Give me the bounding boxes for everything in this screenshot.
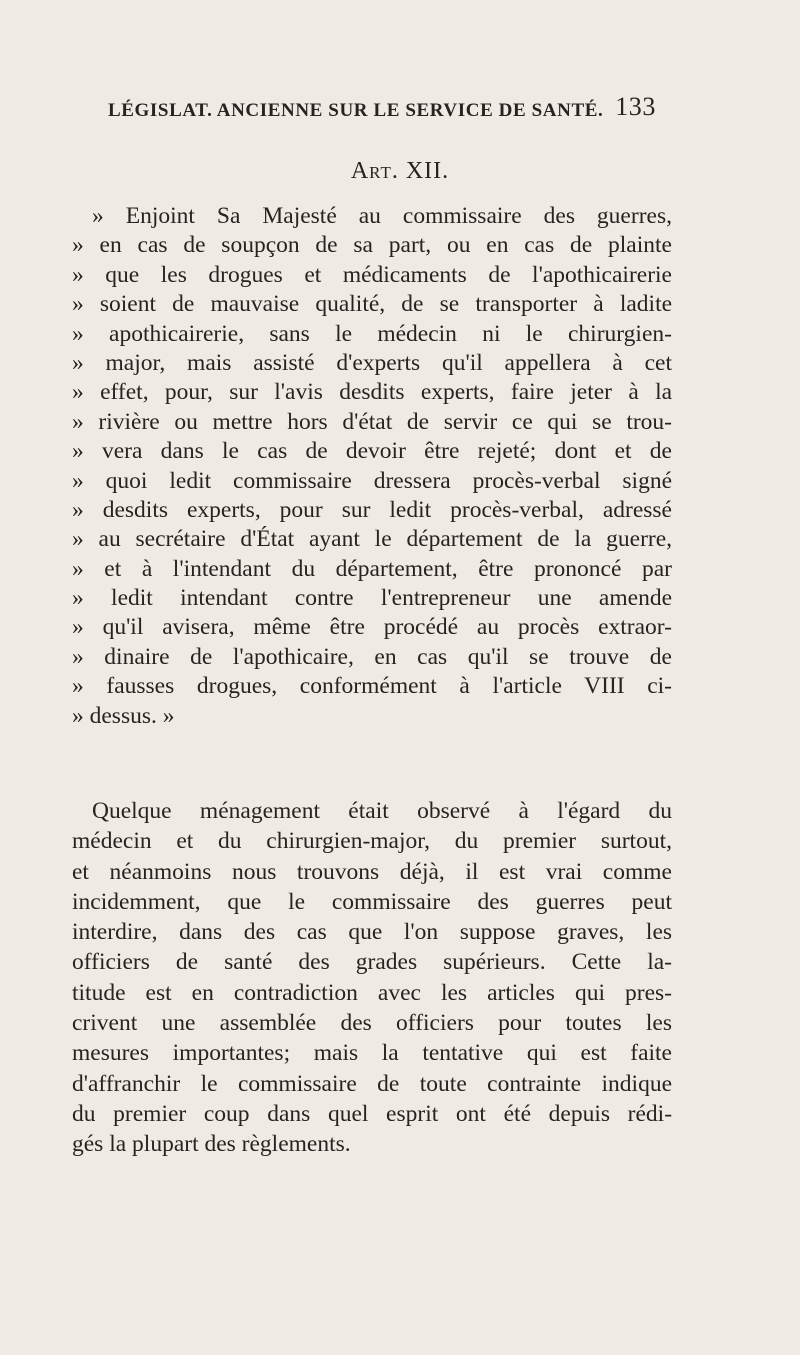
running-head (108, 92, 656, 128)
text-line: » et à l'intendant du département, être prononcé par (72, 555, 672, 582)
text-line: crivent une assemblée des officiers pour toutes les (72, 1010, 672, 1037)
text-line: » soient de mauvaise qualité, de se transporter à ladite (72, 291, 673, 318)
text-line: Quelque ménagement était observé à l'égard du (92, 798, 672, 824)
text-line: » effet, pour, sur l'avis desdits experts, faire jeter à la (72, 379, 673, 406)
text-line: » ledit intendant contre l'entrepreneur une amende (72, 585, 673, 612)
text-line: » dinaire de l'apothicaire, en cas qu'il se trouve de (72, 643, 672, 670)
text-line: » quoi ledit commissaire dressera procès-verbal signé (72, 467, 673, 494)
text-line: » desdits experts, pour sur ledit procès-verbal, adressé (72, 496, 672, 523)
article-title: Art. XII. (350, 158, 450, 184)
text-line: titude est en contradiction avec les articles qui pres- (72, 979, 672, 1006)
commentary-paragraph (72, 796, 672, 1160)
running-head-title: LÉGISLAT. ANCIENNE SUR LE SERVICE DE SANTÉ. (108, 100, 604, 121)
text-line: incidemment, que le commissaire des guerres peut (72, 888, 672, 915)
text-line: officiers de santé des grades supérieurs. Cette la- (72, 949, 672, 976)
text-line: » dessus. » (72, 702, 175, 729)
text-line: » vera dans le cas de devoir être rejeté; dont et de (72, 438, 672, 465)
text-line: » major, mais assisté d'experts qu'il appellera à cet (72, 349, 672, 376)
text-line: » rivière ou mettre hors d'état de servir ce qui se trou- (72, 408, 673, 435)
text-line: » Enjoint Sa Majesté au commissaire des guerres, (92, 203, 672, 229)
text-line: » en cas de soupçon de sa part, ou en cas de plainte (72, 232, 672, 259)
text-line: mesures importantes; mais la tentative qui est faite (72, 1040, 672, 1067)
text-line: gés la plupart des règlements. (72, 1131, 351, 1158)
text-line: d'affranchir le commissaire de toute contrainte indique (72, 1070, 673, 1097)
text-line: » qu'il avisera, même être procédé au procès extraor- (72, 614, 672, 641)
text-line: » fausses drogues, conformément à l'article VIII ci- (72, 673, 673, 700)
page-number: 133 (615, 92, 656, 121)
text-line: médecin et du chirurgien-major, du premier surtout, (72, 828, 672, 855)
quoted-article-text (72, 202, 672, 731)
text-line: interdire, dans des cas que l'on suppose graves, les (72, 919, 673, 946)
text-line: » au secrétaire d'État ayant le département de la guerre, (72, 526, 673, 553)
text-line: » apothicairerie, sans le médecin ni le chirurgien- (72, 320, 672, 347)
text-line: » que les drogues et médicaments de l'apothicairerie (72, 261, 672, 288)
text-line: du premier coup dans quel esprit ont été depuis rédi- (72, 1100, 673, 1127)
text-line: et néanmoins nous trouvons déjà, il est vrai comme (72, 858, 672, 885)
